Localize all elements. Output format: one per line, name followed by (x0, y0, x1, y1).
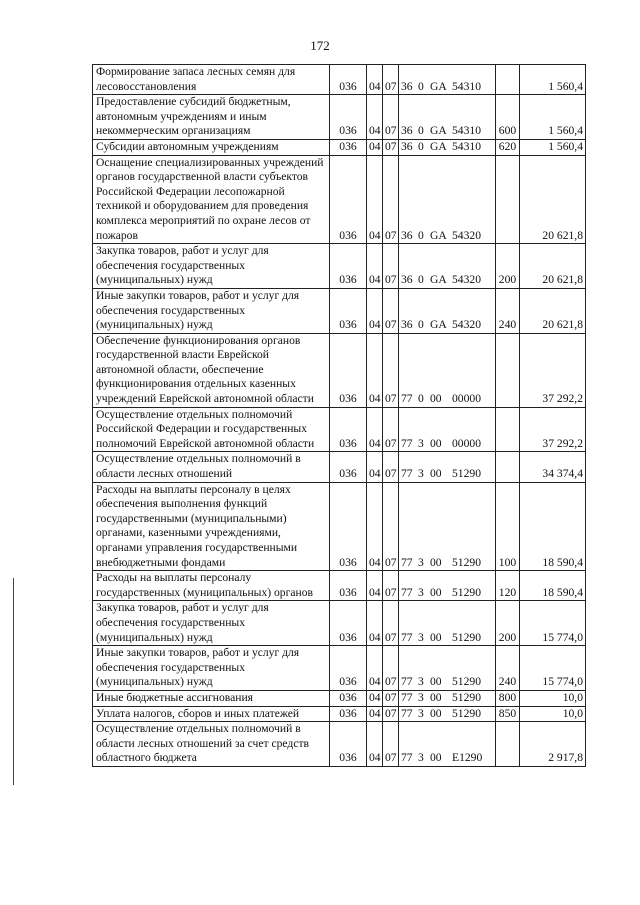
ministry-code: 036 (330, 65, 367, 95)
budget-table (92, 64, 586, 767)
direction-code: 54320 (452, 318, 481, 332)
amount: 18 590,4 (520, 571, 586, 601)
subsection-code: 07 (383, 690, 399, 706)
table-row (93, 452, 586, 482)
direction-code: 51290 (452, 630, 481, 644)
subsection-code: 07 (383, 139, 399, 155)
direction-code: 54310 (452, 124, 481, 138)
program-code: 36 (401, 79, 413, 93)
direction-code: 51290 (452, 467, 481, 481)
table-row (93, 601, 586, 646)
expense-type-code: 100 (496, 482, 520, 571)
direction-code: 51290 (452, 675, 481, 689)
activity-code: GA (430, 273, 447, 287)
page-edge-mark (13, 578, 14, 785)
section-code: 04 (367, 65, 383, 95)
expense-type-code: 620 (496, 139, 520, 155)
expense-type-code (496, 333, 520, 407)
subsection-code: 07 (383, 646, 399, 691)
activity-code: 00 (430, 690, 442, 704)
row-name: Оснащение специализированных учреждений органов государственной власти субъектов Российской Федерации лесопожарной техникой и оборудованием для проведения комплекса мероприятий по охране лесов от пожаров (93, 155, 330, 244)
subprogram-code: 0 (418, 273, 424, 287)
table-row (93, 65, 586, 95)
amount: 1 560,4 (520, 139, 586, 155)
section-code: 04 (367, 482, 383, 571)
subprogram-code: 0 (418, 228, 424, 242)
ministry-code: 036 (330, 722, 367, 767)
ministry-code: 036 (330, 690, 367, 706)
expense-type-code (496, 722, 520, 767)
program-code: 36 (401, 139, 413, 153)
table-row (93, 139, 586, 155)
program-code: 36 (401, 318, 413, 332)
activity-code: 00 (430, 706, 442, 720)
program-code: 36 (401, 228, 413, 242)
amount: 20 621,8 (520, 288, 586, 333)
subprogram-code: 0 (418, 79, 424, 93)
amount: 1 560,4 (520, 65, 586, 95)
program-code: 36 (401, 273, 413, 287)
ministry-code: 036 (330, 95, 367, 140)
section-code: 04 (367, 333, 383, 407)
program-code: 77 (401, 436, 413, 450)
subprogram-code: 3 (418, 751, 424, 765)
row-name: Расходы на выплаты персоналу в целях обеспечения выполнения функций государственными (муниципальными) органами, казенными учреждениями, органами управления государственными внебюджетными фондами (93, 482, 330, 571)
subprogram-code: 3 (418, 675, 424, 689)
activity-code: 00 (430, 392, 442, 406)
subsection-code: 07 (383, 601, 399, 646)
program-code: 77 (401, 690, 413, 704)
table-row (93, 407, 586, 452)
subsection-code: 07 (383, 482, 399, 571)
direction-code: 00000 (452, 392, 481, 406)
expense-type-code: 600 (496, 95, 520, 140)
subprogram-code: 0 (418, 124, 424, 138)
activity-code: GA (430, 139, 447, 153)
direction-code: 51290 (452, 585, 481, 599)
row-name: Закупка товаров, работ и услуг для обеспечения государственных (муниципальных) нужд (93, 244, 330, 289)
amount: 15 774,0 (520, 601, 586, 646)
amount: 37 292,2 (520, 407, 586, 452)
table-row (93, 95, 586, 140)
program-code: 77 (401, 751, 413, 765)
program-code: 77 (401, 675, 413, 689)
section-code: 04 (367, 646, 383, 691)
table-row (93, 722, 586, 767)
subprogram-code: 3 (418, 690, 424, 704)
ministry-code: 036 (330, 706, 367, 722)
program-code: 36 (401, 124, 413, 138)
row-name: Осуществление отдельных полномочий Российской Федерации и государственных полномочий Еврейской автономной области (93, 407, 330, 452)
row-name: Иные закупки товаров, работ и услуг для обеспечения государственных (муниципальных) нужд (93, 288, 330, 333)
subsection-code: 07 (383, 571, 399, 601)
table-row (93, 646, 586, 691)
direction-code: 51290 (452, 555, 481, 569)
target-article-code (399, 571, 496, 601)
target-article-code (399, 95, 496, 140)
amount: 20 621,8 (520, 155, 586, 244)
subprogram-code: 3 (418, 555, 424, 569)
direction-code: 54320 (452, 273, 481, 287)
section-code: 04 (367, 407, 383, 452)
subprogram-code: 3 (418, 630, 424, 644)
program-code: 77 (401, 467, 413, 481)
ministry-code: 036 (330, 601, 367, 646)
subsection-code: 07 (383, 407, 399, 452)
activity-code: 00 (430, 630, 442, 644)
table-row (93, 288, 586, 333)
row-name: Иные бюджетные ассигнования (93, 690, 330, 706)
ministry-code: 036 (330, 288, 367, 333)
subprogram-code: 0 (418, 318, 424, 332)
activity-code: GA (430, 228, 447, 242)
activity-code: GA (430, 318, 447, 332)
subprogram-code: 0 (418, 139, 424, 153)
program-code: 77 (401, 585, 413, 599)
target-article-code (399, 690, 496, 706)
direction-code: 51290 (452, 706, 481, 720)
page-number: 172 (310, 38, 330, 53)
amount: 18 590,4 (520, 482, 586, 571)
section-code: 04 (367, 244, 383, 289)
direction-code: 54310 (452, 79, 481, 93)
table-row (93, 571, 586, 601)
expense-type-code (496, 65, 520, 95)
table-row (93, 244, 586, 289)
table-row (93, 333, 586, 407)
amount: 10,0 (520, 690, 586, 706)
activity-code: 00 (430, 675, 442, 689)
row-name: Расходы на выплаты персоналу государственных (муниципальных) органов (93, 571, 330, 601)
subsection-code: 07 (383, 333, 399, 407)
direction-code: 00000 (452, 436, 481, 450)
subprogram-code: 3 (418, 706, 424, 720)
direction-code: E1290 (452, 751, 483, 765)
amount: 34 374,4 (520, 452, 586, 482)
ministry-code: 036 (330, 482, 367, 571)
subsection-code: 07 (383, 706, 399, 722)
target-article-code (399, 601, 496, 646)
target-article-code (399, 155, 496, 244)
direction-code: 51290 (452, 690, 481, 704)
table-row (93, 690, 586, 706)
section-code: 04 (367, 571, 383, 601)
amount: 10,0 (520, 706, 586, 722)
expense-type-code (496, 452, 520, 482)
ministry-code: 036 (330, 646, 367, 691)
expense-type-code: 800 (496, 690, 520, 706)
row-name: Иные закупки товаров, работ и услуг для обеспечения государственных (муниципальных) нужд (93, 646, 330, 691)
section-code: 04 (367, 452, 383, 482)
subsection-code: 07 (383, 155, 399, 244)
ministry-code: 036 (330, 407, 367, 452)
subprogram-code: 3 (418, 467, 424, 481)
expense-type-code (496, 155, 520, 244)
expense-type-code: 850 (496, 706, 520, 722)
table-row (93, 482, 586, 571)
ministry-code: 036 (330, 452, 367, 482)
target-article-code (399, 139, 496, 155)
amount: 15 774,0 (520, 646, 586, 691)
subprogram-code: 3 (418, 585, 424, 599)
row-name: Обеспечение функционирования органов государственной власти Еврейской автономной области, обеспечение функционирования отдельных казенных учреждений Еврейской автономной области (93, 333, 330, 407)
program-code: 77 (401, 630, 413, 644)
activity-code: 00 (430, 436, 442, 450)
activity-code: 00 (430, 555, 442, 569)
subsection-code: 07 (383, 65, 399, 95)
section-code: 04 (367, 288, 383, 333)
expense-type-code: 200 (496, 244, 520, 289)
section-code: 04 (367, 706, 383, 722)
expense-type-code: 240 (496, 288, 520, 333)
subprogram-code: 3 (418, 436, 424, 450)
subsection-code: 07 (383, 722, 399, 767)
expense-type-code: 120 (496, 571, 520, 601)
amount: 1 560,4 (520, 95, 586, 140)
target-article-code (399, 482, 496, 571)
subprogram-code: 0 (418, 392, 424, 406)
ministry-code: 036 (330, 571, 367, 601)
row-name: Формирование запаса лесных семян для лесовосстановления (93, 65, 330, 95)
section-code: 04 (367, 139, 383, 155)
program-code: 77 (401, 555, 413, 569)
expense-type-code (496, 407, 520, 452)
amount: 37 292,2 (520, 333, 586, 407)
expense-type-code: 200 (496, 601, 520, 646)
section-code: 04 (367, 601, 383, 646)
subsection-code: 07 (383, 288, 399, 333)
direction-code: 54310 (452, 139, 481, 153)
row-name: Осуществление отдельных полномочий в области лесных отношений (93, 452, 330, 482)
section-code: 04 (367, 690, 383, 706)
section-code: 04 (367, 155, 383, 244)
activity-code: 00 (430, 585, 442, 599)
ministry-code: 036 (330, 155, 367, 244)
expense-type-code: 240 (496, 646, 520, 691)
table-row (93, 706, 586, 722)
target-article-code (399, 646, 496, 691)
target-article-code (399, 65, 496, 95)
target-article-code (399, 288, 496, 333)
row-name: Субсидии автономным учреждениям (93, 139, 330, 155)
row-name: Уплата налогов, сборов и иных платежей (93, 706, 330, 722)
target-article-code (399, 452, 496, 482)
target-article-code (399, 407, 496, 452)
table-row (93, 155, 586, 244)
activity-code: 00 (430, 751, 442, 765)
amount: 2 917,8 (520, 722, 586, 767)
section-code: 04 (367, 95, 383, 140)
ministry-code: 036 (330, 333, 367, 407)
budget-table-body (93, 65, 586, 767)
subsection-code: 07 (383, 95, 399, 140)
activity-code: GA (430, 124, 447, 138)
row-name: Осуществление отдельных полномочий в области лесных отношений за счет средств областного бюджета (93, 722, 330, 767)
amount: 20 621,8 (520, 244, 586, 289)
program-code: 77 (401, 392, 413, 406)
target-article-code (399, 706, 496, 722)
target-article-code (399, 722, 496, 767)
activity-code: GA (430, 79, 447, 93)
subsection-code: 07 (383, 452, 399, 482)
direction-code: 54320 (452, 228, 481, 242)
program-code: 77 (401, 706, 413, 720)
activity-code: 00 (430, 467, 442, 481)
ministry-code: 036 (330, 244, 367, 289)
section-code: 04 (367, 722, 383, 767)
target-article-code (399, 244, 496, 289)
ministry-code: 036 (330, 139, 367, 155)
row-name: Предоставление субсидий бюджетным, автономным учреждениям и иным некоммерческим организациям (93, 95, 330, 140)
row-name: Закупка товаров, работ и услуг для обеспечения государственных (муниципальных) нужд (93, 601, 330, 646)
subsection-code: 07 (383, 244, 399, 289)
target-article-code (399, 333, 496, 407)
